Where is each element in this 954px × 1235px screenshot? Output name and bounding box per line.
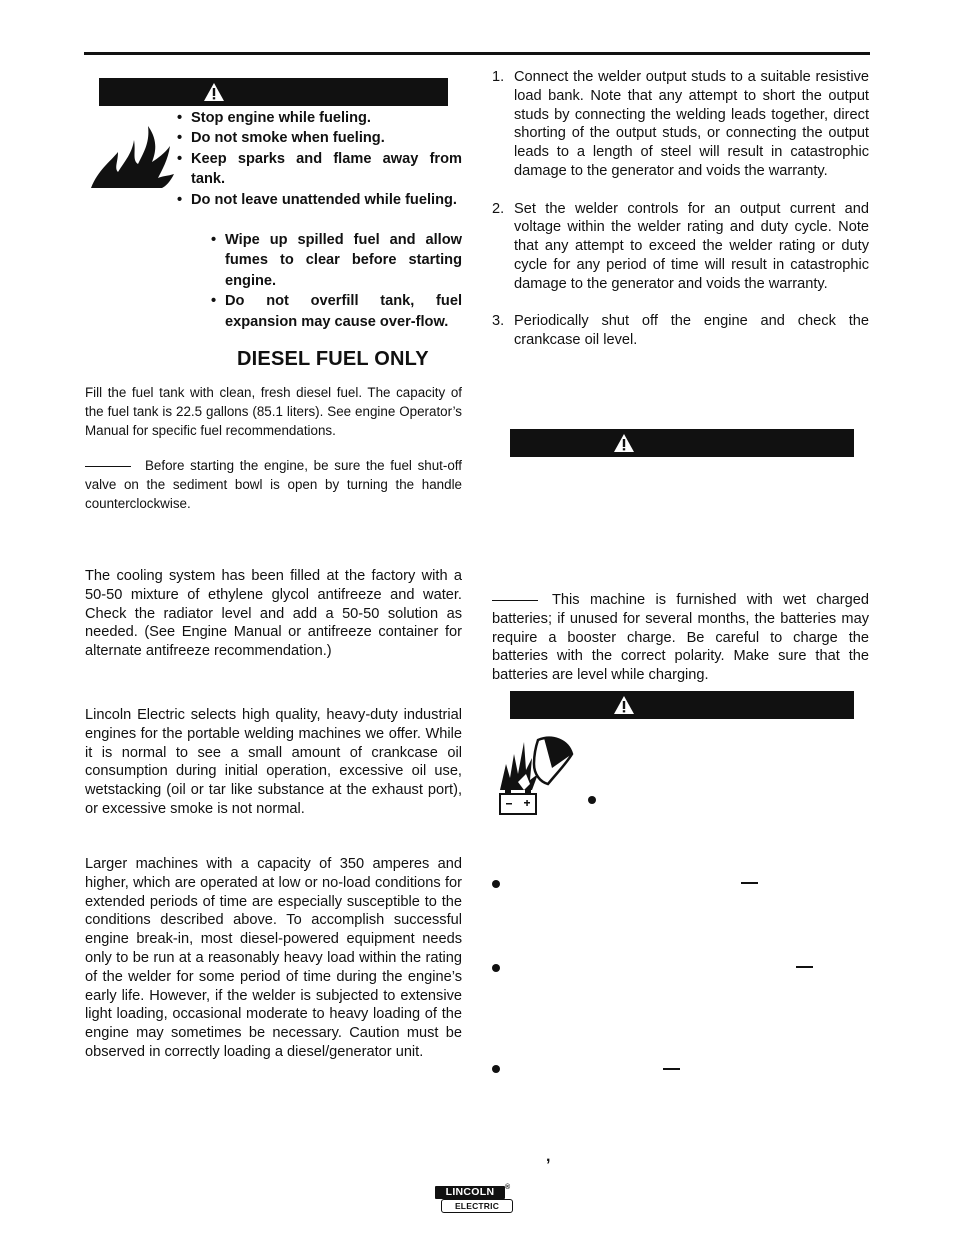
oil-warning-bar (510, 429, 854, 457)
step-text: Periodically shut off the engine and check the crankcase oil level. (514, 313, 869, 349)
battery-note-text: This machine is furnished with wet charged batteries; if unused for several months, the batteries may require a booster charge. Be careful to charge the batteries with the correct polarity. Make sure that the batteries are level while charging. (492, 592, 869, 684)
fuel-bullet: • Do not smoke when fueling. (177, 128, 462, 148)
battery-explosion-icon (496, 734, 580, 818)
fuel-safety-sublist (211, 230, 462, 332)
em-dash (663, 1068, 680, 1070)
logo-registered: ® (505, 1184, 511, 1191)
fuel-shutoff-note (85, 456, 462, 513)
note-underline (85, 466, 131, 467)
step-item (492, 200, 869, 294)
step-number: 1. (492, 69, 505, 85)
diesel-fuel-heading: DIESEL FUEL ONLY (237, 348, 429, 370)
fuel-fill-paragraph: Fill the fuel tank with clean, fresh diesel fuel. The capacity of the fuel tank is 22.5 gallons (85.1 liters). See engine Operator’s Manual for specific fuel recommendations. (85, 385, 462, 438)
battery-warning-bar (510, 691, 854, 719)
fuel-bullet: • Keep sparks and flame away from tank. (177, 149, 462, 190)
break-in-paragraph-2: Larger machines with a capacity of 350 amperes and higher, which are operated at low or no-load conditions for extended periods of time are especially susceptible to the conditions described above. To accomplish successful engine break-in, most diesel-powered equipment needs only to be run at a reasonably heavy load within the rating of the welder for some period of time during the engine’s early life. However, if the welder is subjected to extensive light loading, occasional moderate to heavy loading of the engine may sometimes be necessary. Caution must be observed in correctly loading a diesel/generator unit. (85, 856, 462, 1060)
warning-triangle-icon (203, 82, 225, 102)
warning-triangle-icon (613, 695, 635, 715)
note-underline (492, 600, 538, 601)
bullet-dot (492, 964, 500, 972)
step-number: 3. (492, 313, 505, 330)
fuel-sub-bullet: • Wipe up spilled fuel and allow fumes to clear before starting engine. (211, 230, 462, 291)
fuel-bullet: • Do not leave unattended while fueling. (177, 190, 462, 210)
bullet-dot (492, 1065, 500, 1073)
shutoff-note-text: Before starting the engine, be sure the fuel shut-off valve on the sediment bowl is open by turning the handle counterclockwise. (85, 458, 462, 511)
fuel-bullet: • Stop engine while fueling. (177, 108, 462, 128)
logo-bottom: ELECTRIC (441, 1199, 513, 1213)
cooling-paragraph: The cooling system has been filled at the factory with a 50-50 mixture of ethylene glycol antifreeze and water. Check the radiator level and add a 50-50 solution as needed. (See Engine Manual or antifreeze container for alternate antifreeze recommendation.) (85, 568, 462, 660)
step-item (492, 68, 869, 181)
bullet-dot (588, 796, 596, 804)
fuel-warning-bar (99, 78, 448, 106)
step-text: Connect the welder output studs to a suitable resistive load bank. Note that any attempt to short the output studs by connecting the welding leads together, direct shorting of the output studs, or connecting the output leads to a length of steel will result in catastrophic damage to the generator and voids the warranty. (514, 69, 869, 179)
em-dash (741, 882, 758, 884)
flame-icon (88, 122, 178, 190)
logo-top: LINCOLN (435, 1186, 505, 1199)
step-text: Set the welder controls for an output current and voltage within the welder rating and duty cycle. Note that any attempt to exceed the welder rating or duty cycle for any period of time will result in catastrophic damage to the generator and voids the warranty. (514, 200, 869, 292)
step-item (492, 312, 869, 350)
header-rule (84, 52, 870, 55)
fuel-sub-bullet: • Do not overfill tank, fuel expansion may cause over-flow. (211, 291, 462, 332)
em-dash (796, 966, 813, 968)
step-number: 2. (492, 200, 505, 217)
warning-triangle-icon (613, 433, 635, 453)
footer-comma: , (546, 1148, 551, 1165)
load-test-steps (492, 68, 869, 369)
lincoln-electric-logo (435, 1186, 513, 1214)
break-in-paragraph-1: Lincoln Electric selects high quality, heavy-duty industrial engines for the portable welding machines we offer. While it is normal to see a small amount of crankcase oil consumption during initial operation, excessive oil use, wetstacking (oil or tar like substance at the exhaust port), or excessive smoke is not normal. (85, 707, 462, 817)
fuel-safety-list (177, 108, 462, 210)
bullet-dot (492, 880, 500, 888)
battery-note (492, 591, 869, 685)
